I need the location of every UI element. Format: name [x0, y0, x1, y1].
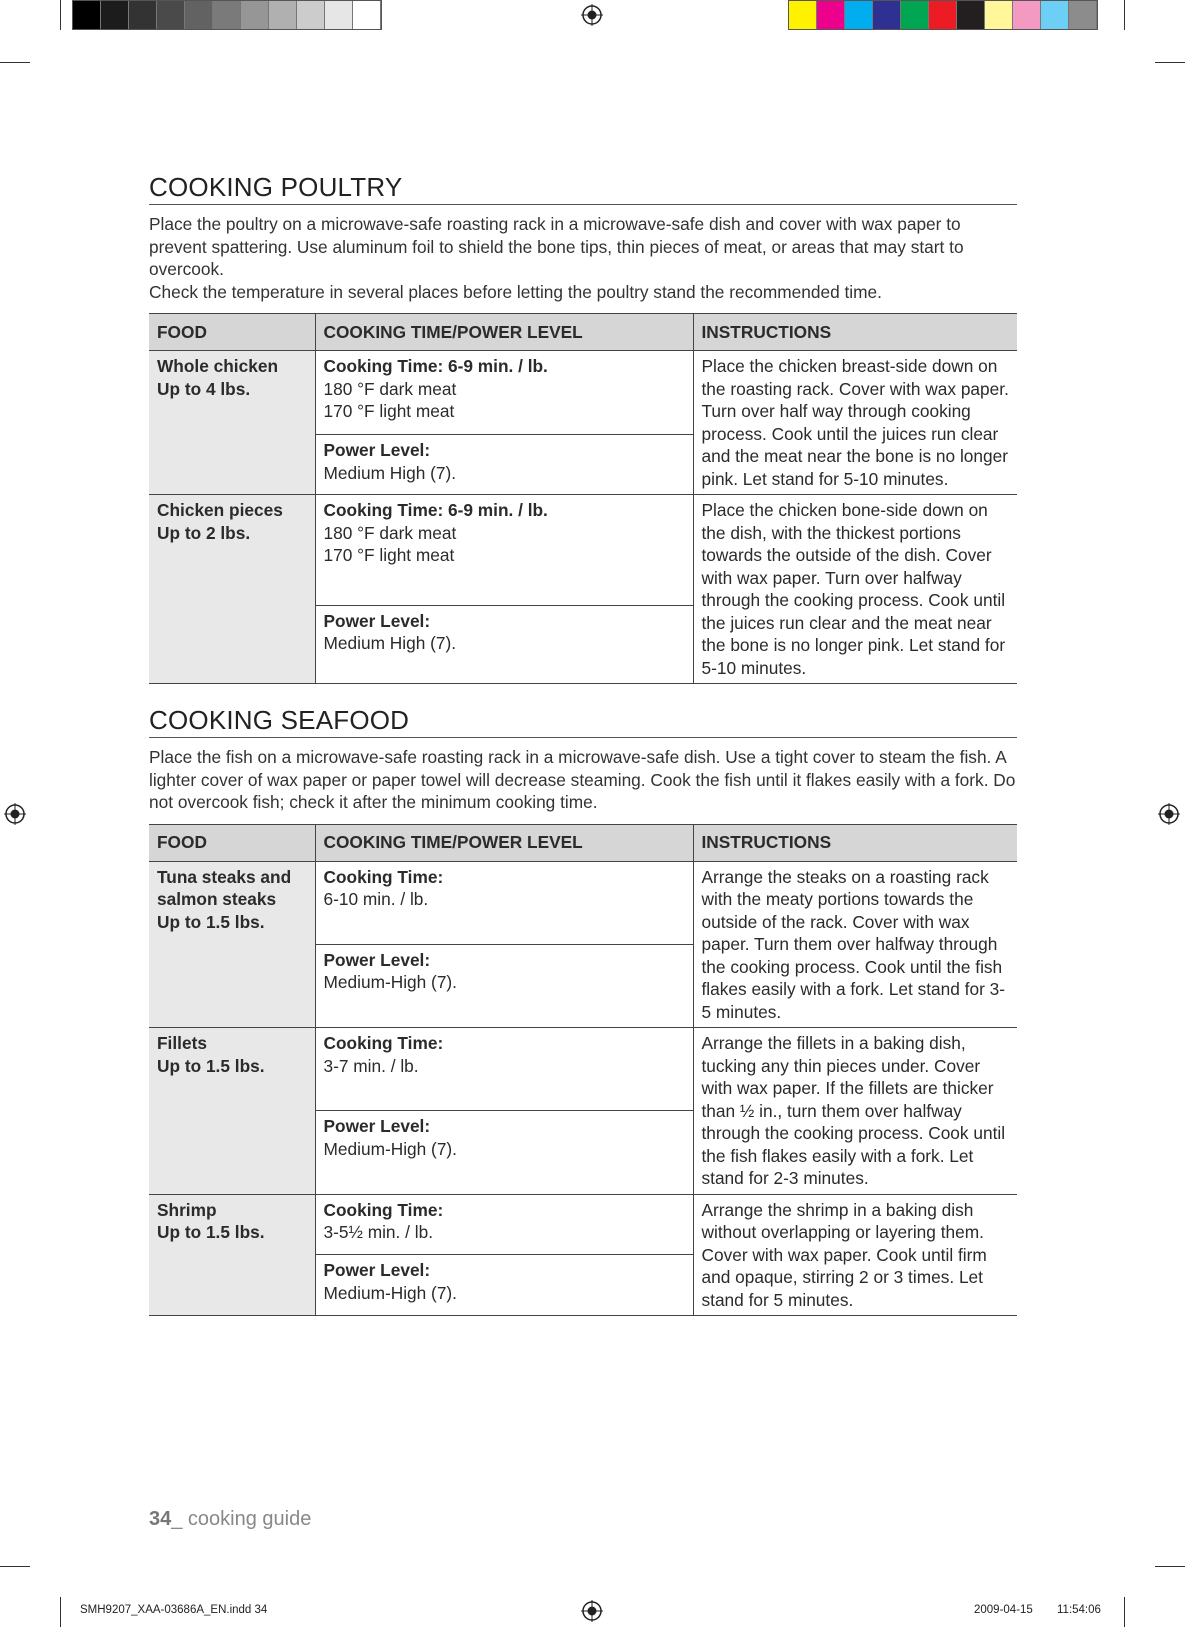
gray-color-bar — [72, 0, 382, 30]
instructions-cell: Place the chicken breast-side down on the roasting rack. Cover with wax paper. Turn over half way through cooking process. Cook until the juices run clear and the meat near the bone is no longer pink. Let stand for 5-10 minutes. — [693, 351, 1017, 495]
instructions-cell: Place the chicken bone-side down on the dish, with the thickest portions towards the outside of the dish. Cover with wax paper. Turn over halfway through the cooking process. Cook until the juices run clear and the meat near the bone is no longer pink. Let stand for 5-10 minutes. — [693, 495, 1017, 684]
crop-mark — [60, 0, 61, 30]
cooking-time-cell — [315, 861, 693, 944]
table-row — [149, 1194, 1017, 1255]
food-line: Up to 4 lbs. — [157, 378, 251, 399]
cooking-time-label: Cooking Time: — [323, 1033, 444, 1053]
food-line: Shrimp — [157, 1199, 217, 1220]
instructions-cell: Arrange the fillets in a baking dish, tucking any thin pieces under. Cover with wax paper. If the fillets are thicker than ½ in., turn them over halfway through the cooking process. Cook until the fish flakes easily with a fork. Let stand for 2-3 minutes. — [693, 1028, 1017, 1195]
power-level-value: Medium-High (7). — [323, 972, 457, 993]
food-cell — [149, 495, 315, 684]
color-swatch — [213, 1, 241, 29]
power-level-cell — [315, 605, 693, 683]
cooking-time-detail: 180 °F dark meat — [323, 378, 457, 399]
header-food: FOOD — [149, 314, 315, 351]
registration-mark-icon — [4, 803, 26, 825]
food-line: Whole chicken — [157, 356, 278, 376]
power-level-cell — [315, 1111, 693, 1194]
color-swatch — [101, 1, 129, 29]
cooking-time-detail: 180 °F dark meat — [323, 522, 457, 543]
section-title: COOKING POULTRY — [149, 172, 1017, 205]
power-level-cell — [315, 435, 693, 495]
crop-mark — [1155, 62, 1185, 63]
color-swatch — [873, 1, 901, 29]
color-swatch — [269, 1, 297, 29]
table-body — [149, 351, 1017, 684]
food-cell — [149, 1194, 315, 1316]
color-swatch — [157, 1, 185, 29]
cooking-time-detail: 3-7 min. / lb. — [323, 1055, 419, 1076]
crop-mark — [0, 1566, 30, 1567]
registration-mark-icon — [1158, 803, 1180, 825]
power-level-label: Power Level: — [323, 1260, 431, 1281]
power-level-value: Medium High (7). — [323, 462, 457, 483]
cooking-time-label: Cooking Time: 6-9 min. / lb. — [323, 500, 548, 520]
seafood-section — [149, 705, 1017, 1316]
slug-date: 2009-04-15 — [974, 1604, 1033, 1616]
page-number: 34 — [149, 1508, 172, 1530]
color-swatch — [929, 1, 957, 29]
table-header-row — [149, 824, 1017, 861]
power-level-label: Power Level: — [323, 440, 431, 461]
power-level-label: Power Level: — [323, 1116, 431, 1137]
color-swatch — [1013, 1, 1041, 29]
section-intro: Place the poultry on a microwave-safe roasting rack in a microwave-safe dish and cover with wax paper to prevent spattering. Use aluminum foil to shield the bone tips, thin pieces of meat, or areas that may start to overcook. — [149, 214, 964, 279]
crop-mark — [60, 1597, 61, 1627]
food-line: Fillets — [157, 1033, 207, 1053]
header-instructions: INSTRUCTIONS — [693, 314, 1017, 351]
table-body — [149, 861, 1017, 1316]
registration-mark-icon — [581, 1600, 603, 1622]
food-line: Up to 1.5 lbs. — [157, 1222, 265, 1242]
crop-mark — [0, 62, 30, 63]
color-swatch — [789, 1, 817, 29]
food-cell — [149, 861, 315, 1028]
color-swatch — [73, 1, 101, 29]
color-swatch — [241, 1, 269, 29]
header-cooking-time: COOKING TIME/POWER LEVEL — [315, 314, 693, 351]
instructions-cell: Arrange the shrimp in a baking dish without overlapping or layering them. Cover with wax paper. Cook until firm and opaque, stirring 2 or 3 times. Let stand for 5 minutes. — [693, 1194, 1017, 1316]
food-cell — [149, 1028, 315, 1195]
food-line: Tuna steaks and — [157, 866, 292, 887]
poultry-section — [149, 172, 1017, 684]
color-swatch — [845, 1, 873, 29]
food-line: salmon steaks — [157, 889, 277, 909]
section-intro-note: Check the temperature in several places before letting the poultry stand the recommended time. — [149, 281, 882, 302]
color-swatch — [129, 1, 157, 29]
power-level-value: Medium-High (7). — [323, 1138, 457, 1159]
food-line: Up to 1.5 lbs. — [157, 1055, 265, 1076]
power-level-label: Power Level: — [323, 610, 431, 631]
page-label: _ cooking guide — [171, 1508, 312, 1530]
color-swatch — [353, 1, 381, 29]
crop-mark — [1124, 0, 1125, 30]
color-swatch — [901, 1, 929, 29]
food-line: Up to 2 lbs. — [157, 522, 251, 543]
color-swatch — [817, 1, 845, 29]
cooking-time-detail: 170 °F light meat — [323, 545, 455, 565]
header-instructions: INSTRUCTIONS — [693, 824, 1017, 861]
cooking-time-detail: 170 °F light meat — [323, 401, 455, 421]
cooking-time-cell — [315, 351, 693, 435]
color-swatch — [985, 1, 1013, 29]
cooking-time-cell — [315, 495, 693, 606]
table-row — [149, 351, 1017, 435]
food-cell — [149, 351, 315, 495]
section-intro: Place the fish on a microwave-safe roasting rack in a microwave-safe dish. Use a tight cover to steam the fish. A lighter cover of wax paper or paper towel will decrease steaming. Cook the fish until it flakes easily with a fork. Do not overcook fish; check it after the minimum cooking time. — [149, 747, 1016, 812]
color-swatch — [957, 1, 985, 29]
color-swatch — [1041, 1, 1069, 29]
cooking-time-detail: 6-10 min. / lb. — [323, 889, 429, 909]
registration-mark-icon — [581, 4, 603, 26]
cooking-time-cell — [315, 1028, 693, 1111]
crop-mark — [1155, 1566, 1185, 1567]
cooking-time-label: Cooking Time: — [323, 1199, 444, 1220]
table-row — [149, 1028, 1017, 1111]
header-food: FOOD — [149, 824, 315, 861]
food-line: Chicken pieces — [157, 500, 283, 520]
page-footer — [149, 1508, 311, 1531]
table-header-row — [149, 314, 1017, 351]
power-level-cell — [315, 1255, 693, 1316]
cooking-time-label: Cooking Time: — [323, 866, 444, 887]
header-cooking-time: COOKING TIME/POWER LEVEL — [315, 824, 693, 861]
slug-file-name: SMH9207_XAA-03686A_EN.indd 34 — [80, 1604, 268, 1616]
seafood-table — [149, 824, 1017, 1317]
power-level-value: Medium-High (7). — [323, 1282, 457, 1303]
cooking-time-label: Cooking Time: 6-9 min. / lb. — [323, 356, 548, 376]
cooking-time-detail: 3-5½ min. / lb. — [323, 1222, 433, 1242]
process-color-bar — [788, 0, 1098, 30]
slug-time: 11:54:06 — [1057, 1604, 1101, 1616]
power-level-cell — [315, 944, 693, 1027]
power-level-label: Power Level: — [323, 949, 431, 970]
food-line: Up to 1.5 lbs. — [157, 911, 265, 932]
crop-mark — [1124, 1597, 1125, 1627]
power-level-value: Medium High (7). — [323, 633, 457, 654]
poultry-table — [149, 313, 1017, 684]
color-swatch — [185, 1, 213, 29]
cooking-time-cell — [315, 1194, 693, 1255]
color-swatch — [325, 1, 353, 29]
section-title: COOKING SEAFOOD — [149, 705, 1017, 738]
table-row — [149, 495, 1017, 606]
instructions-cell: Arrange the steaks on a roasting rack with the meaty portions towards the outside of the rack. Cover with wax paper. Turn them over halfway through the cooking process. Cook until the fish flakes easily with a fork. Let stand for 3-5 minutes. — [693, 861, 1017, 1028]
table-row — [149, 861, 1017, 944]
color-swatch — [297, 1, 325, 29]
color-swatch — [1069, 1, 1097, 29]
